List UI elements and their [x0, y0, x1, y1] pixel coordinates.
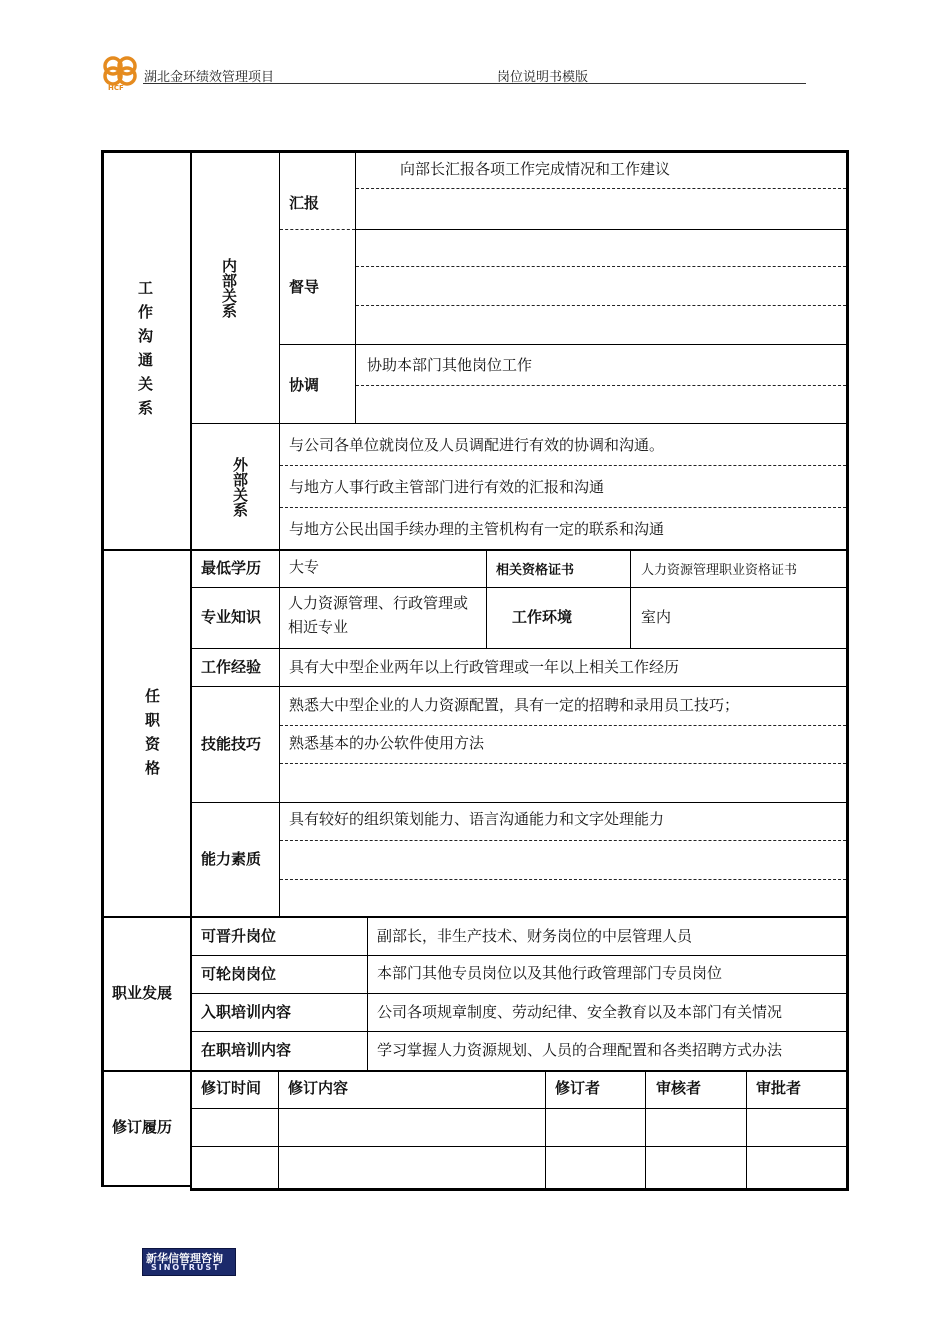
table-border-right	[846, 150, 849, 1191]
internal-relations-label: 内部关系	[220, 258, 238, 318]
divider	[192, 587, 846, 588]
ability-label: 能力素质	[201, 850, 262, 868]
divider	[486, 551, 487, 649]
project-name: 湖北金环绩效管理项目	[144, 70, 275, 85]
revision-column-header: 修订时间	[201, 1079, 262, 1097]
divider	[101, 549, 849, 551]
divider	[356, 188, 846, 189]
coordinate-label: 协调	[289, 376, 320, 394]
divider	[280, 465, 846, 466]
divider	[356, 385, 846, 386]
environment-value: 室内	[641, 608, 672, 626]
divider	[192, 1108, 846, 1109]
revision-column-header: 修订者	[555, 1079, 601, 1097]
divider	[367, 918, 368, 1071]
career-row-label: 入职培训内容	[201, 1003, 292, 1021]
divider	[279, 551, 280, 917]
table-border-bottom	[190, 1188, 849, 1191]
communication-section-label: 工作沟通关系	[136, 280, 154, 424]
divider	[278, 1072, 279, 1189]
certificate-value: 人力资源管理职业资格证书	[641, 563, 798, 578]
external-item: 与地方公民出国手续办理的主管机构有一定的联系和沟通	[289, 520, 665, 538]
divider	[101, 916, 849, 918]
knowledge-value: 人力资源管理、行政管理或相近专业	[288, 594, 469, 636]
table-border-bottom	[101, 1185, 192, 1187]
external-item: 与地方人事行政主管部门进行有效的汇报和沟通	[289, 478, 605, 496]
career-section-label: 职业发展	[112, 984, 173, 1002]
divider	[280, 344, 846, 345]
divider	[192, 1031, 846, 1032]
divider	[280, 840, 846, 841]
divider	[101, 1070, 849, 1072]
divider	[355, 229, 846, 230]
divider	[190, 423, 847, 424]
divider	[355, 152, 356, 424]
skills-label: 技能技巧	[201, 735, 262, 753]
environment-label: 工作环境	[512, 608, 573, 626]
footer-brand-en: SINOTRUST	[151, 1263, 221, 1272]
experience-value: 具有大中型企业两年以上行政管理或一年以上相关工作经历	[289, 658, 680, 676]
knowledge-label: 专业知识	[201, 608, 262, 626]
divider	[192, 802, 846, 803]
logo-text: HCF	[108, 84, 124, 92]
divider	[192, 648, 846, 649]
divider	[192, 993, 846, 994]
divider	[280, 229, 355, 230]
revision-column-header: 审批者	[756, 1079, 802, 1097]
report-text: 向部长汇报各项工作完成情况和工作建议	[400, 160, 671, 178]
footer-brand-cn: 新华信管理咨询	[146, 1252, 223, 1265]
table-border-left	[101, 150, 104, 1187]
table-border-top	[101, 150, 849, 153]
career-row-value: 公司各项规章制度、劳动纪律、安全教育以及本部门有关情况	[377, 1003, 783, 1021]
header-divider	[143, 83, 806, 84]
divider	[190, 152, 192, 1189]
divider	[280, 879, 846, 880]
divider	[192, 1146, 846, 1147]
divider	[280, 763, 846, 764]
divider	[280, 507, 846, 508]
career-row-value: 学习掌握人力资源规划、人员的合理配置和各类招聘方式办法	[377, 1041, 783, 1059]
skills-item: 熟悉基本的办公软件使用方法	[289, 734, 485, 752]
external-relations-label: 外部关系	[231, 457, 249, 517]
divider	[192, 955, 846, 956]
education-label: 最低学历	[201, 559, 262, 577]
divider	[192, 686, 846, 687]
external-item: 与公司各单位就岗位及人员调配进行有效的协调和沟通。	[289, 436, 665, 454]
document-title: 岗位说明书模版	[497, 70, 589, 85]
career-row-label: 可晋升岗位	[201, 927, 277, 945]
coordinate-text: 协助本部门其他岗位工作	[367, 356, 533, 374]
divider	[545, 1072, 546, 1189]
supervise-label: 督导	[289, 278, 320, 296]
revision-column-header: 修订内容	[288, 1079, 349, 1097]
divider	[645, 1072, 646, 1189]
revision-section-label: 修订履历	[112, 1118, 173, 1136]
career-row-label: 可轮岗岗位	[201, 965, 277, 983]
report-label: 汇报	[289, 194, 320, 212]
career-row-label: 在职培训内容	[201, 1041, 292, 1059]
footer-brand-logo	[142, 1248, 236, 1276]
career-row-value: 副部长，非生产技术、财务岗位的中层管理人员	[377, 927, 693, 945]
divider	[280, 725, 846, 726]
certificate-label: 相关资格证书	[496, 563, 575, 578]
divider	[746, 1072, 747, 1189]
skills-item: 熟悉大中型企业的人力资源配置，具有一定的招聘和录用员工技巧；	[289, 696, 740, 714]
revision-column-header: 审核者	[656, 1079, 702, 1097]
divider	[279, 152, 280, 550]
career-row-value: 本部门其他专员岗位以及其他行政管理部门专员岗位	[377, 964, 723, 982]
divider	[356, 305, 846, 306]
divider	[356, 266, 846, 267]
education-value: 大专	[289, 558, 320, 576]
experience-label: 工作经验	[201, 658, 262, 676]
ability-value: 具有较好的组织策划能力、语言沟通能力和文字处理能力	[289, 810, 665, 828]
qualification-section-label: 任职资格	[143, 688, 161, 784]
divider	[630, 551, 631, 649]
